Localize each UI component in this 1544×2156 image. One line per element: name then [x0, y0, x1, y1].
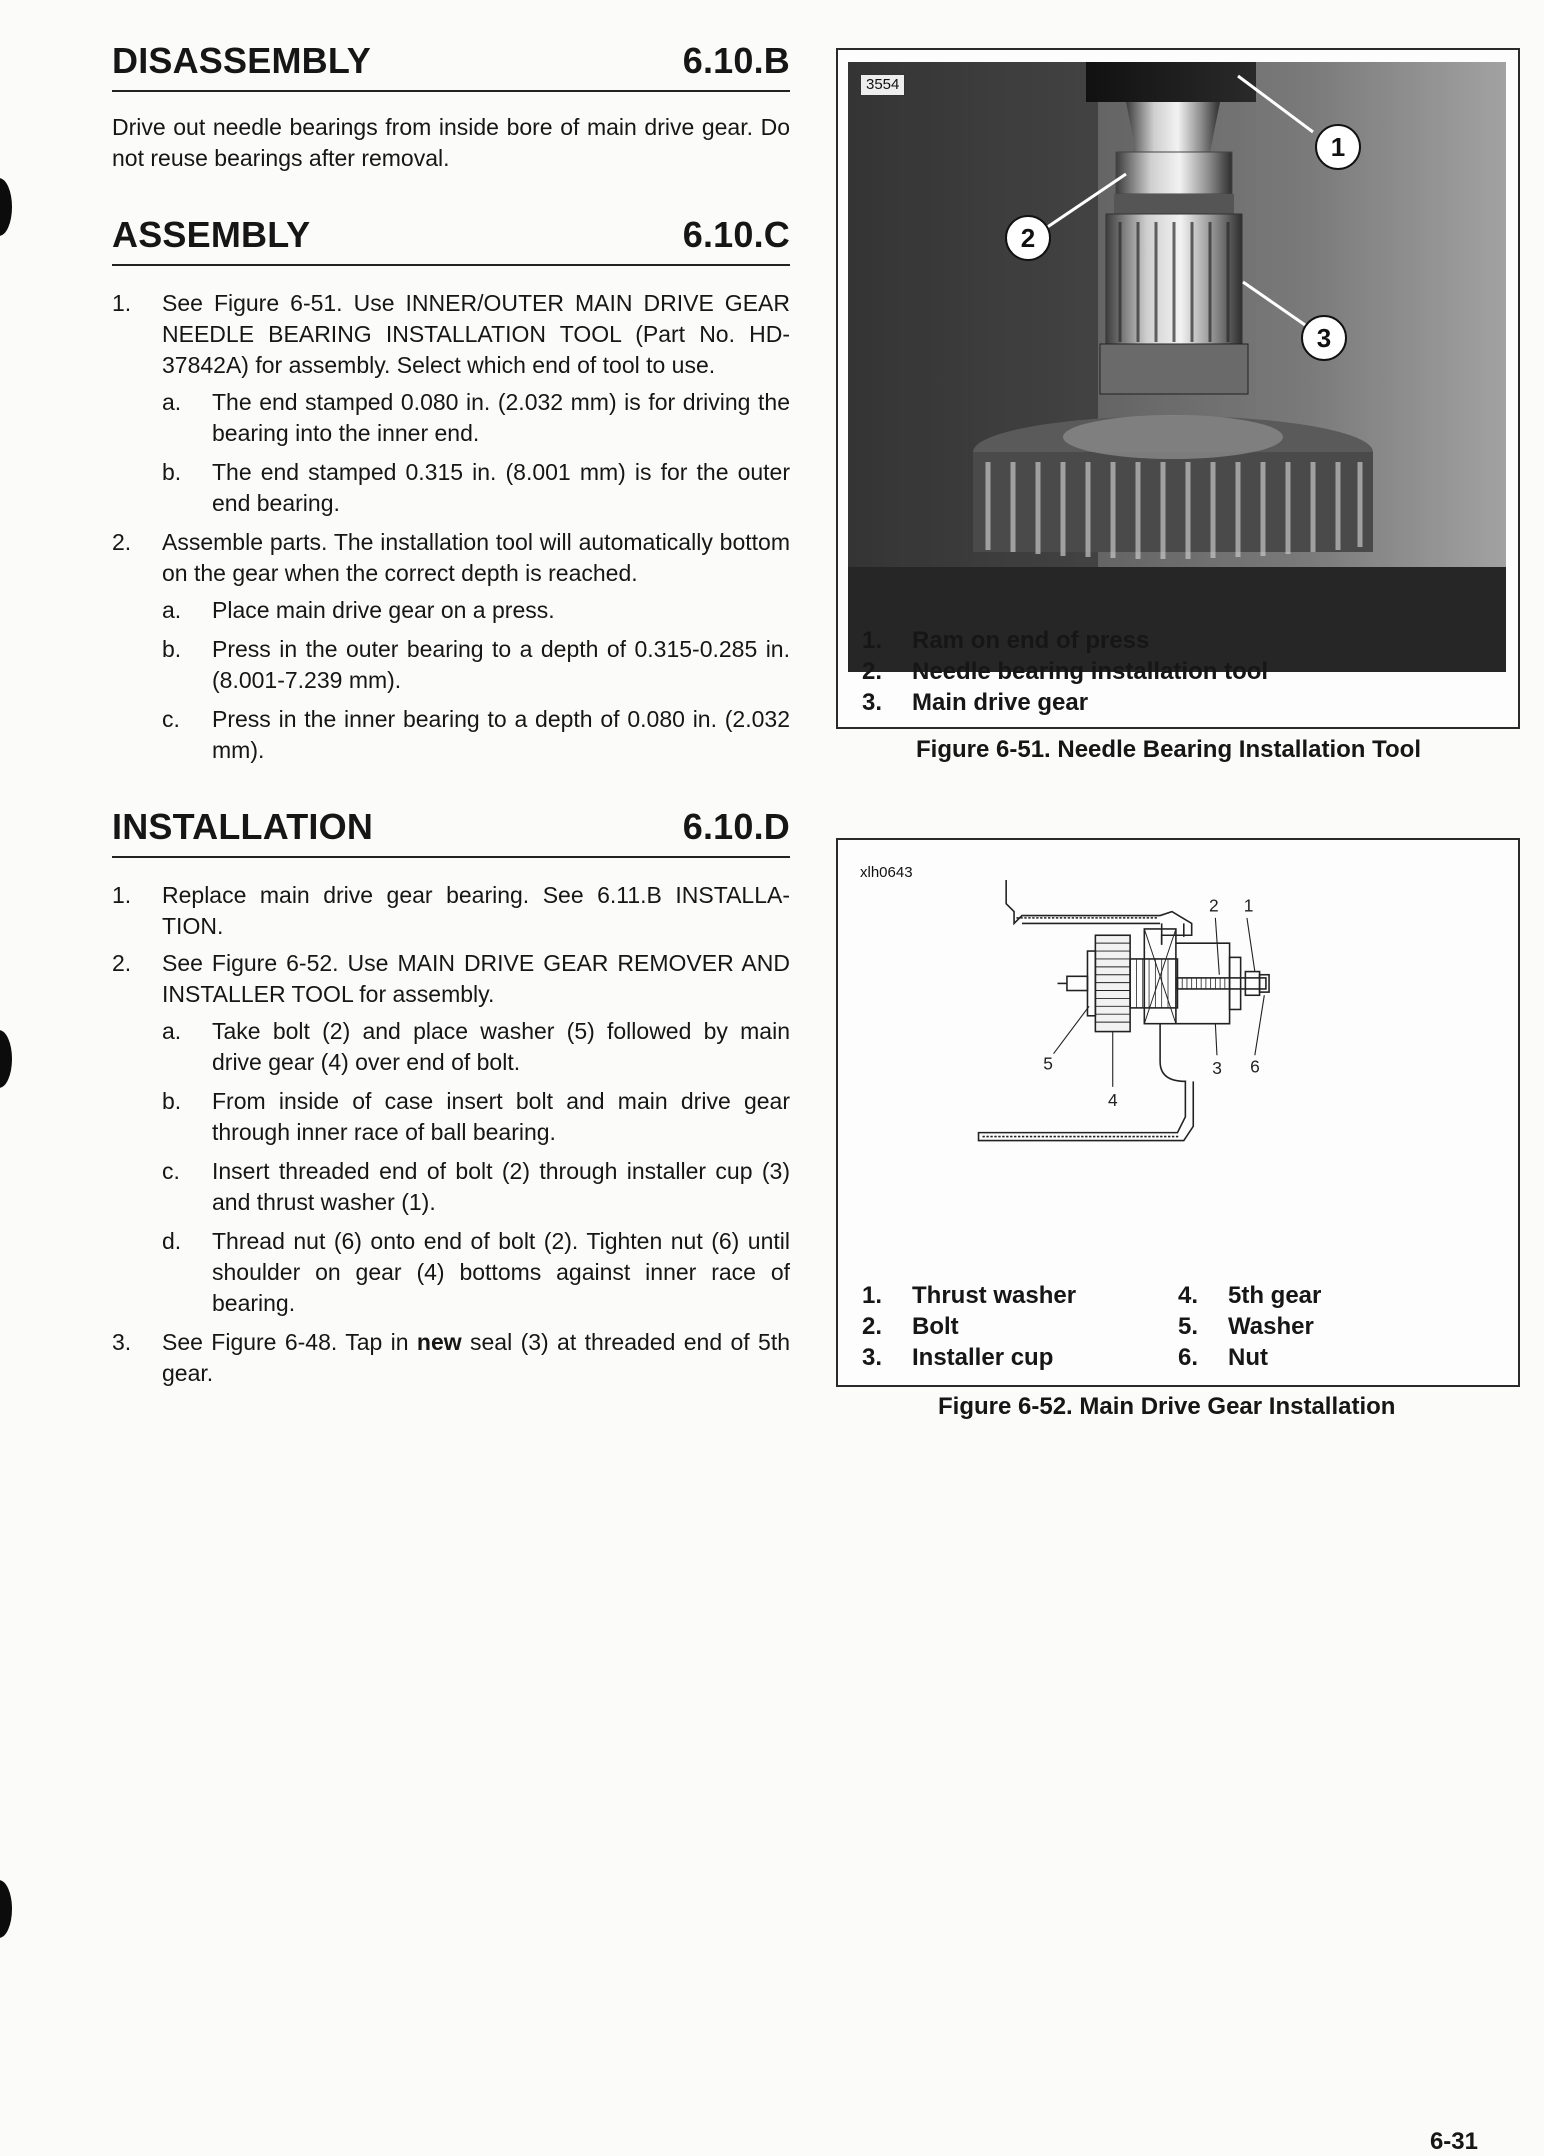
step — [112, 1327, 790, 1389]
step-text-emphasis: new — [416, 1329, 462, 1355]
step-number: 1. — [112, 290, 132, 316]
substep-letter: b. — [162, 636, 182, 662]
substep-letter: d. — [162, 1228, 182, 1254]
figure-6-52 — [836, 838, 1520, 1387]
substep-list — [162, 595, 790, 766]
substep — [162, 1016, 790, 1078]
paragraph: Drive out needle bearings from inside bore of main drive gear. Do not reuse bearings after removal. — [112, 114, 790, 171]
figure-tag: xlh0643 — [860, 864, 913, 881]
substep-letter: a. — [162, 389, 182, 415]
substep-letter: b. — [162, 1088, 182, 1114]
substep — [162, 457, 790, 519]
step — [112, 288, 790, 519]
section-number: 6.10.C — [682, 214, 790, 255]
callout-5: 5 — [1043, 1053, 1053, 1074]
legend-label: Nut — [1228, 1344, 1268, 1371]
gear-installation-diagram — [928, 880, 1408, 1180]
substep-text: Place main drive gear on a press. — [212, 597, 555, 623]
legend-number: 5. — [1178, 1313, 1199, 1340]
substep — [162, 1086, 790, 1148]
step-list — [112, 288, 790, 766]
legend-item — [862, 656, 1268, 687]
substep-letter: b. — [162, 459, 182, 485]
section-heading — [112, 806, 790, 858]
substep-text: Thread nut (6) onto end of bolt (2). Tighten nut (6) until shoulder on gear (4) bottoms against inner race of bearing. — [212, 1228, 790, 1316]
section-disassembly — [112, 40, 790, 174]
legend-label: Ram on end of press — [912, 627, 1150, 654]
callout-1: 1 — [1243, 895, 1254, 916]
substep-text: The end stamped 0.080 in. (2.032 mm) is for driving the bearing into the inner end. — [212, 389, 790, 446]
section-number: 6.10.D — [682, 806, 790, 847]
text-column — [112, 40, 790, 1395]
substep-letter: a. — [162, 597, 182, 623]
figure-tag: 3554 — [860, 74, 905, 96]
step-list — [112, 880, 790, 1389]
legend-number: 6. — [1178, 1344, 1199, 1371]
substep — [162, 1156, 790, 1218]
callout-3: 3 — [1212, 1058, 1222, 1079]
binder-hole — [0, 178, 12, 236]
callout-6: 6 — [1250, 1056, 1260, 1077]
substep-text: From inside of case insert bolt and main drive gear through inner race of ball bearing. — [212, 1088, 790, 1145]
legend-item — [862, 1342, 1076, 1373]
substep — [162, 387, 790, 449]
section-assembly — [112, 214, 790, 766]
legend-label: 5th gear — [1228, 1282, 1322, 1309]
legend-item — [862, 625, 1268, 656]
substep-list — [162, 387, 790, 519]
substep-letter: a. — [162, 1018, 182, 1044]
substep-letter: c. — [162, 706, 180, 732]
legend-number: 3. — [862, 1344, 883, 1371]
substep-letter: c. — [162, 1158, 180, 1184]
binder-hole — [0, 1880, 12, 1938]
legend-label: Thrust washer — [912, 1282, 1077, 1309]
figure-caption: Figure 6-51. Needle Bearing Installation Tool — [916, 736, 1421, 763]
section-title: INSTALLATION — [112, 806, 374, 847]
legend-label: Main drive gear — [912, 689, 1089, 716]
figure-6-51 — [836, 48, 1520, 729]
legend-label: Installer cup — [912, 1344, 1054, 1371]
legend-label: Needle bearing installation tool — [912, 658, 1269, 685]
step-number: 1. — [112, 882, 132, 908]
legend-item — [862, 687, 1268, 718]
substep-text: Insert threaded end of bolt (2) through installer cup (3) and thrust washer (1). — [212, 1158, 790, 1215]
substep — [162, 634, 790, 696]
substep — [162, 1226, 790, 1319]
legend-label: Bolt — [912, 1313, 959, 1340]
step-number: 3. — [112, 1329, 132, 1355]
callout-3: 3 — [1316, 323, 1332, 353]
section-title: ASSEMBLY — [112, 214, 311, 255]
section-number: 6.10.B — [682, 40, 790, 81]
substep — [162, 704, 790, 766]
step-text-pre: See Figure 6-48. Tap in — [162, 1329, 417, 1355]
page-number: 6-31 — [1429, 2128, 1478, 2155]
step-text-post: seal (3) at threaded end of 5th gear. — [162, 1329, 790, 1386]
section-heading — [112, 40, 790, 92]
legend-number: 4. — [1178, 1282, 1199, 1309]
legend-number: 2. — [862, 658, 883, 685]
step-text: See Figure 6-52. Use MAIN DRIVE GEAR REMOVER AND INSTALLER TOOL for assembly. — [162, 950, 790, 1007]
step — [112, 948, 790, 1319]
figure-caption: Figure 6-52. Main Drive Gear Installation — [938, 1393, 1396, 1420]
callout-1: 1 — [1330, 132, 1346, 162]
legend-item — [862, 1280, 1076, 1311]
legend-item — [1178, 1342, 1321, 1373]
section-installation — [112, 806, 790, 1389]
legend-item — [862, 1311, 1076, 1342]
legend-number: 3. — [862, 689, 883, 716]
legend-number: 2. — [862, 1313, 883, 1340]
legend-number: 1. — [862, 627, 883, 654]
figure-legend-left — [862, 1280, 1076, 1373]
legend-item — [1178, 1311, 1321, 1342]
callout-4: 4 — [1108, 1089, 1118, 1110]
step — [112, 880, 790, 942]
legend-item — [1178, 1280, 1321, 1311]
figure-legend — [862, 625, 1268, 718]
callout-2: 2 — [1209, 895, 1219, 916]
substep — [162, 595, 790, 626]
step-text: Assemble parts. The installation tool will automatically bottom on the gear when the correct depth is reached. — [162, 529, 790, 586]
legend-label: Washer — [1228, 1313, 1314, 1340]
press-photo — [848, 62, 1506, 672]
binder-hole — [0, 1030, 12, 1088]
step-number: 2. — [112, 529, 132, 555]
substep-text: Press in the inner bearing to a depth of 0.080 in. (2.032 mm). — [212, 706, 790, 763]
step-number: 2. — [112, 950, 132, 976]
substep-text: Press in the outer bearing to a depth of 0.315-0.285 in. (8.001-7.239 mm). — [212, 636, 790, 693]
legend-number: 1. — [862, 1282, 883, 1309]
callout-2: 2 — [1020, 223, 1036, 253]
section-title: DISASSEMBLY — [112, 40, 371, 81]
substep-text: The end stamped 0.315 in. (8.001 mm) is for the outer end bearing. — [212, 459, 790, 516]
step-text: Replace main drive gear bearing. See 6.11.B INSTALLA-TION. — [162, 882, 790, 939]
substep-list — [162, 1016, 790, 1319]
step — [112, 527, 790, 766]
step-text: See Figure 6-51. Use INNER/OUTER MAIN DRIVE GEAR NEEDLE BEARING INSTALLATION TOOL (Part No. HD-37842A) for assembly. Select which end of tool to use. — [162, 290, 790, 378]
section-heading — [112, 214, 790, 266]
figure-legend-right — [1178, 1280, 1321, 1373]
substep-text: Take bolt (2) and place washer (5) followed by main drive gear (4) over end of bolt. — [212, 1018, 790, 1075]
